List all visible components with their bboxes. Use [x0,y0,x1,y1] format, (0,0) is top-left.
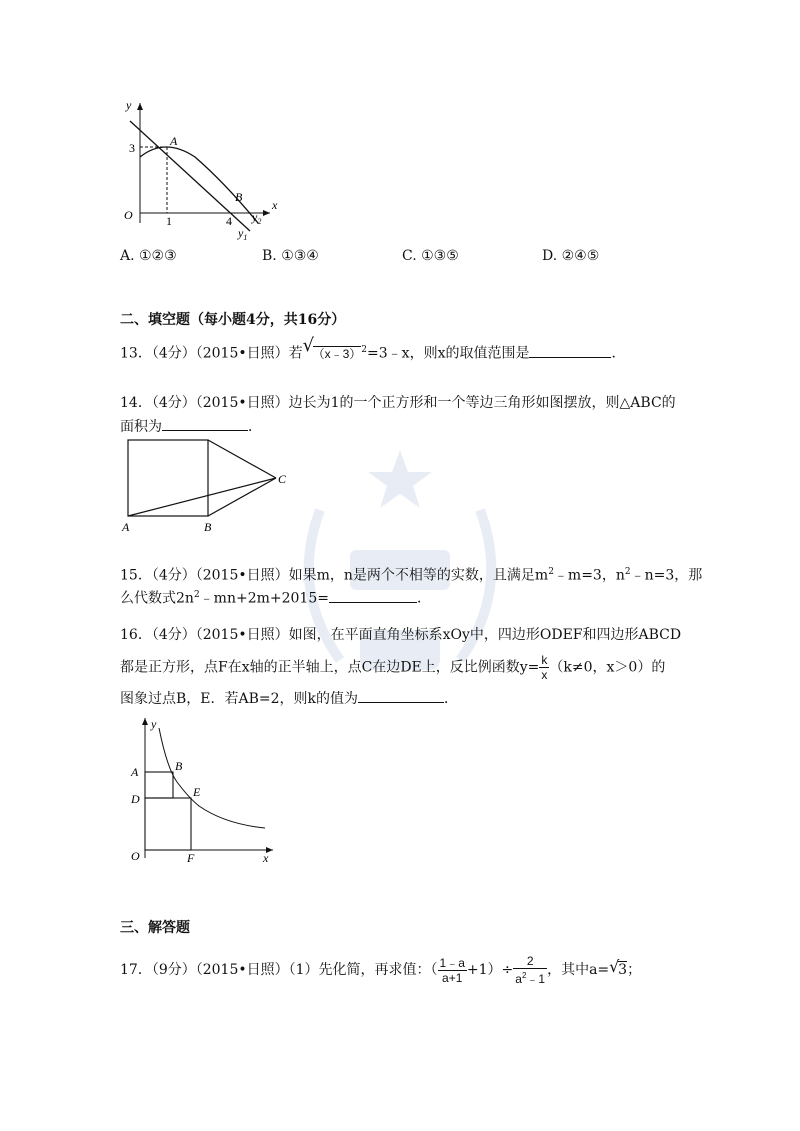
q17-f2-den-sup: 2 [521,971,527,980]
q17-f2-den-base: a [515,972,522,986]
q16-frac-den: x [541,668,548,682]
q15-sup3: 2 [193,590,200,600]
choice-d[interactable]: D. ②④⑤ [542,248,600,264]
question-13 [120,335,626,363]
q17-fraction-1 [438,956,467,985]
graph1-tick-3: 3 [129,141,135,155]
q16-line2a: 都是正方形，点F在x轴的正半轴上，点C在边DE上，反比例函数y= [120,659,540,676]
q13-suffix: =3﹣x，则x的取值范围是 [367,345,530,362]
question-17 [120,954,641,986]
q15-line1 [120,563,702,585]
q13-sqrt [302,335,368,363]
graph1-point-a: A [170,134,178,148]
choice-b[interactable]: B. ①③④ [262,248,319,264]
q13-end: ． [611,345,626,362]
section-3-title: 三、解答题 [120,920,190,936]
q13-answer-blank[interactable] [529,343,611,358]
fig16-point-f: F [187,851,195,865]
q17-sqrt [609,957,628,979]
section-2-title: 二、填空题（每小题4分，共16分） [120,312,346,328]
q13-radicand: （x﹣3） [312,346,362,361]
choice-a[interactable]: A. ①②③ [120,248,177,264]
q17-fraction-2 [513,954,547,986]
q15-line2 [120,586,431,608]
square-triangle-figure [118,432,298,536]
q14-end: ． [248,419,262,435]
graph1-y-label: y [126,98,132,112]
q15-line1a: 15．（4分）（2015•日照）如果m，n是两个不相等的实数，且满足m [120,567,549,584]
q17-after: ，其中a= [547,962,610,978]
graph1-tick-4: 4 [226,214,232,228]
q17-f1-den: a+1 [442,970,463,985]
fig14-label-c: C [278,472,287,486]
q15-sup1: 2 [548,567,554,577]
sqrt-symbol-icon: √ [302,335,315,356]
q17-f2-den [513,969,547,986]
fig14-label-b: B [204,520,212,534]
q14-answer-blank[interactable] [162,416,248,431]
graph1-point-b: B [235,190,243,204]
q17-f2-num: 2 [513,954,547,969]
q17-f2-den-rest: ﹣1 [526,972,546,986]
q16-end: ． [444,691,459,707]
parabola-line-graph [110,95,280,240]
graph1-origin-label: O [124,208,133,222]
q15-line2b: ﹣mn+2m+2015= [199,590,329,607]
q15-answer-blank[interactable] [329,588,417,603]
q15-sup2: 2 [624,567,631,577]
q16-frac-num: k [541,653,548,667]
q15-line1b: ﹣m=3，n [553,567,625,584]
q17-end: ； [627,962,642,978]
fig16-point-e: E [193,785,201,799]
q13-prefix: 13．（4分）（2015•日照）若 [120,345,303,362]
q15-end: ． [416,590,431,607]
q17-f1-num: 1﹣a [439,955,465,970]
q14-line2: 面积为 [120,419,162,435]
fig16-origin-label: O [131,849,140,863]
q16-line3-text: 图象过点B，E．若AB=2，则k的值为 [120,691,359,707]
fig16-x-label: x [263,851,269,865]
graph1-tick-1: 1 [166,214,172,228]
hyperbola-squares-graph [115,710,285,865]
q16-line2 [120,653,665,682]
choice-c[interactable]: C. ①③⑤ [402,248,459,264]
graph1-y1-label: $y_1$ [238,226,248,240]
graph1-y2-label: $y_2$ [252,210,262,226]
q15-line2a: 么代数式2n [120,590,194,607]
sqrt-symbol-icon-2: √ [609,957,620,976]
q15-line1c: ﹣n=3，那 [630,567,703,584]
fig16-y-label: y [151,717,157,731]
q13-exponent: 2 [361,345,368,355]
q14-line1: 14．（4分）（2015•日照）边长为1的一个正方形和一个等边三角形如图摆放，则△ABC的 [120,395,676,411]
q16-line3 [120,688,458,708]
q17-sqrt-value: 3 [618,962,628,978]
q17-prefix: 17．（9分）（2015•日照）（1）先化简，再求值：（ [120,962,438,978]
q16-answer-blank[interactable] [358,688,444,703]
fig16-point-d: D [131,792,140,806]
q16-line1: 16．（4分）（2015•日照）如图，在平面直角坐标系xOy中，四边形ODEF和四边形ABCD [120,627,682,643]
graph1-x-label: x [272,198,278,212]
fig16-point-a: A [131,765,139,779]
q17-mid: +1）÷ [466,962,514,978]
q16-fraction [539,653,549,682]
fig14-label-a: A [122,520,130,534]
q16-line2b: （k≠0，x＞0）的 [549,659,666,676]
fig16-point-b: B [175,759,183,773]
